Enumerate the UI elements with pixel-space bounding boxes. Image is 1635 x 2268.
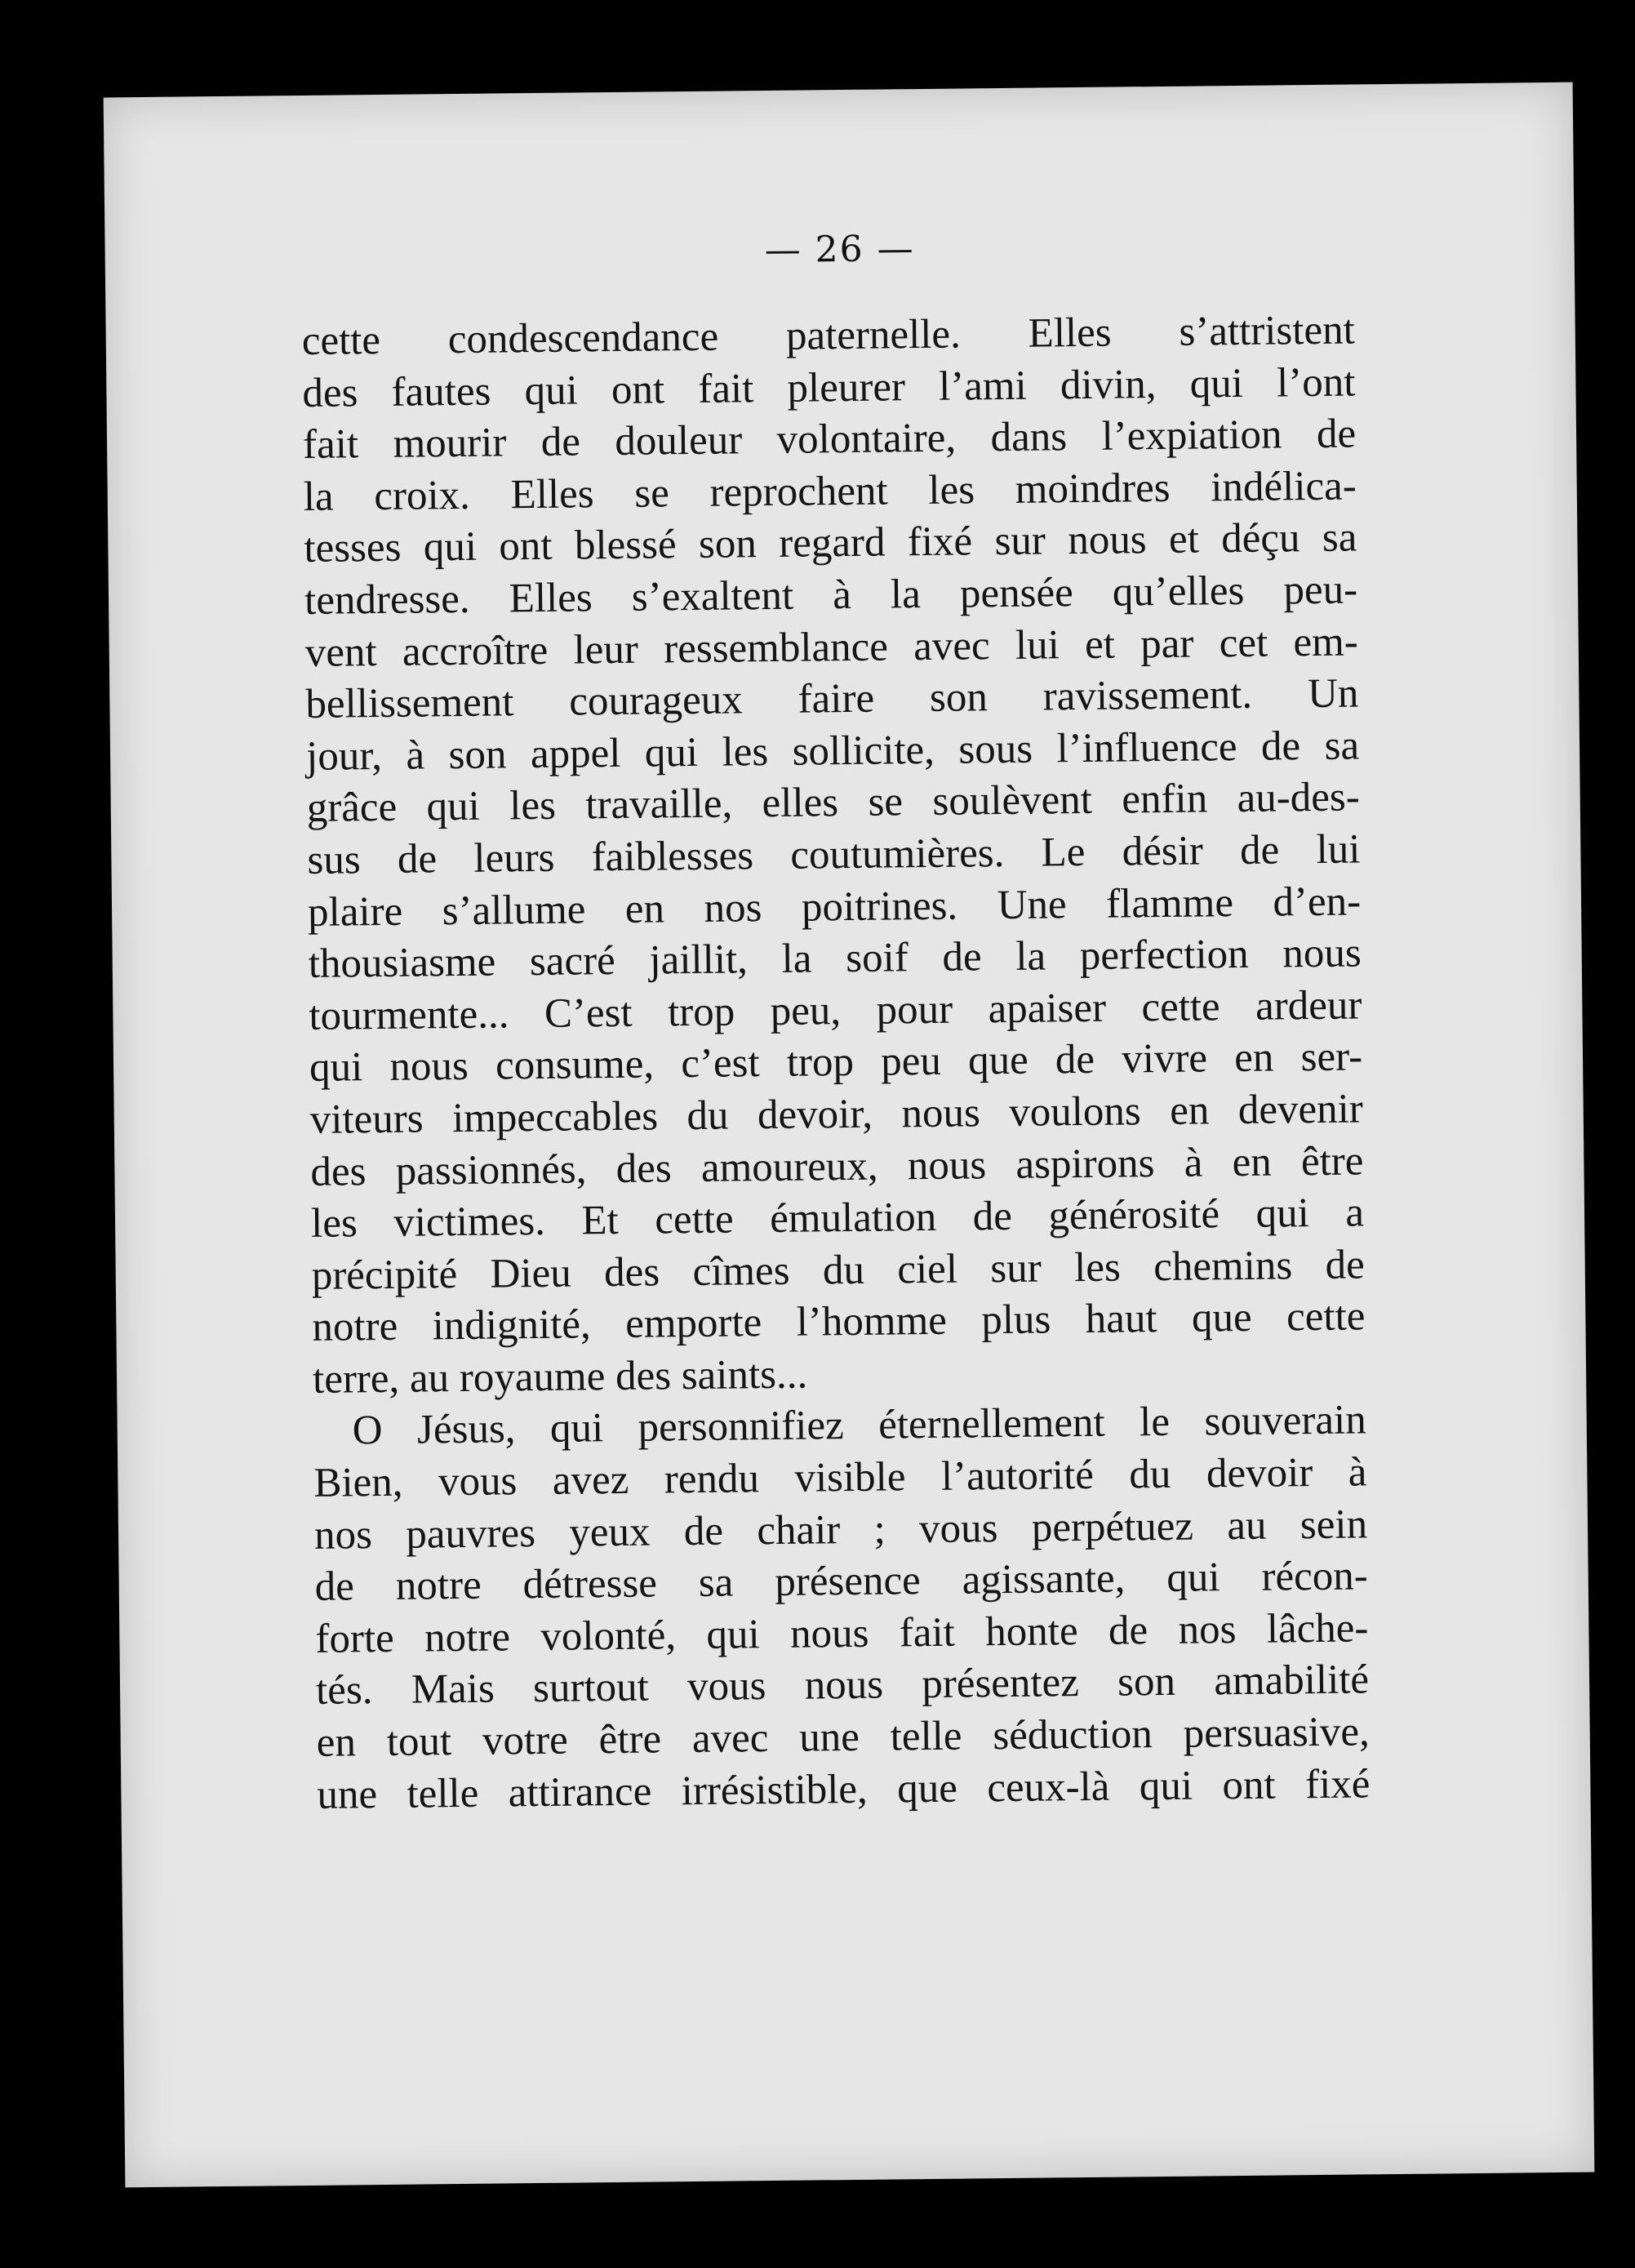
text-line: précipité Dieu des cîmes du ciel sur les chemins de [311,1242,1365,1299]
text-line: plaire s’allume en nos poitrines. Une flamme d’en- [307,878,1362,936]
text-line: thousiasme sacré jaillit, la soif de la perfection nous [308,930,1362,988]
text-line: forte notre volonté, qui nous fait honte de nos lâche- [315,1605,1369,1662]
text-line: notre indignité, emporte l’homme plus haut que cette [312,1293,1366,1351]
text-line: terre, au royaume des saints... [312,1351,808,1403]
text-line: de notre détresse sa présence agissante, qui récon- [314,1553,1368,1611]
text-line: tesses qui ont blessé son regard fixé sur nous et déçu sa [304,514,1357,572]
text-line: en tout votre être avec une telle séduction persuasive, [316,1709,1370,1766]
text-line: une telle attirance irrésistible, que ceux-là qui ont fixé [317,1760,1371,1818]
text-line: jour, à son appel qui les sollicite, sous l’influence de sa [305,723,1360,780]
text-line: la croix. Elles se reprochent les moindres indélica- [303,463,1357,520]
text-line: nos pauvres yeux de chair ; vous perpétuez au sein [313,1501,1368,1559]
body-text [301,305,1370,1821]
text-line: tourmente... C’est trop peu, pour apaiser cette ardeur [309,982,1362,1039]
text-line: bellissement courageux faire son ravissement. Un [305,670,1359,728]
text-line: tés. Mais surtout vous nous présentez son amabilité [315,1657,1370,1714]
text-line: qui nous consume, c’est trop peu que de vivre en ser- [309,1034,1363,1092]
book-page [104,82,1595,2188]
text-line: cette condescendance paternelle. Elles s’attristent [301,307,1356,364]
text-line: vent accroître leur ressemblance avec lui et par cet em- [304,618,1359,676]
text-line: tendresse. Elles s’exaltent à la pensée qu’elles peu- [304,567,1358,624]
text-line: grâce qui les travaille, elles se soulèvent enfin au-des- [306,774,1361,832]
text-line: fait mourir de douleur volontaire, dans l’expiation de [302,411,1357,469]
text-line: des fautes qui ont fait pleurer l’ami divin, qui l’ont [302,359,1356,416]
text-line: sus de leurs faiblesses coutumières. Le désir de lui [307,826,1361,883]
text-line: O Jésus, qui personnifiez éternellement le souverain [352,1397,1366,1454]
text-line: viteurs impeccables du devoir, nous voulons en devenir [309,1086,1363,1143]
page-number: — 26 — [764,228,915,272]
text-line: les victimes. Et cette émulation de générosité qui a [310,1190,1365,1247]
text-line: Bien, vous avez rendu visible l’autorité du devoir à [313,1449,1367,1506]
text-line: des passionnés, des amoureux, nous aspirons à en être [310,1137,1364,1195]
